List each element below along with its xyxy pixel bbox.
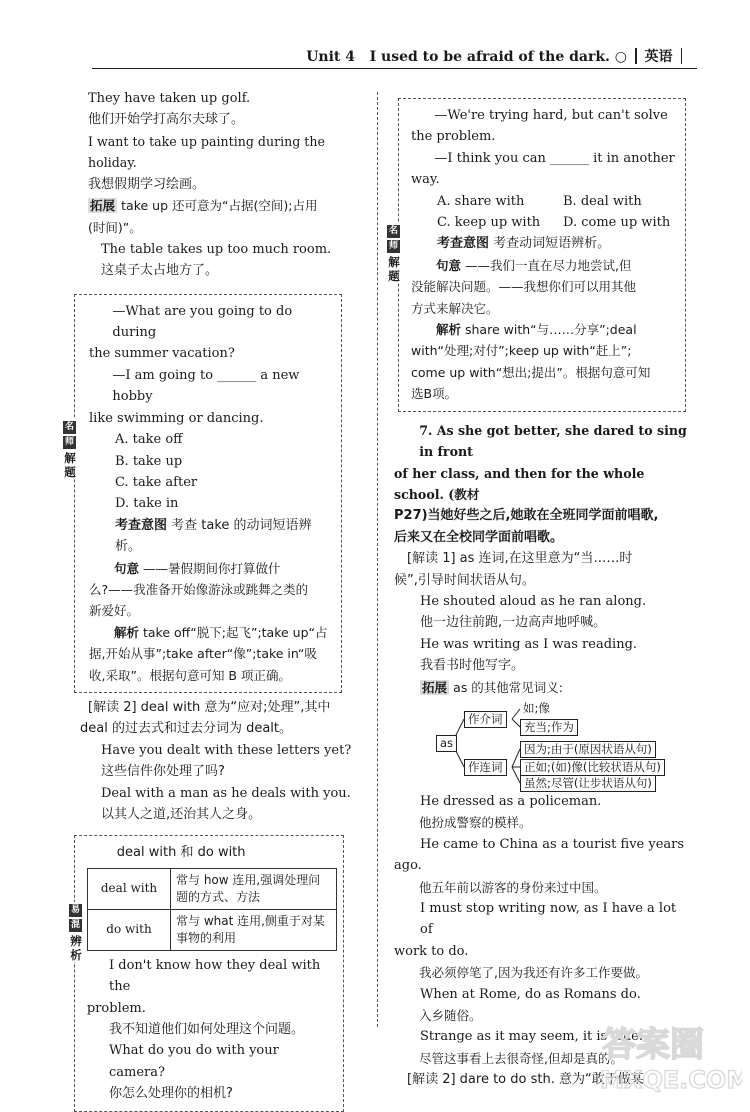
table-value: 常与 what 连用,侧重于对某事物的利用 [171,909,337,950]
option-a: A. share with [437,193,525,209]
example-en: They have taken up golf. [88,91,251,106]
example-en: He shouted aloud as he ran along. [420,593,647,609]
label-icon: 名 [64,421,74,432]
reading-1: [解读 1] as 连词,在这里意为“当……时 [407,551,633,567]
extension-note [394,677,690,699]
example-en: He was writing as I was reading. [420,636,638,652]
distinction-label: 易 混 辨 析 [69,902,83,962]
left-column [64,88,356,1112]
example-en: Deal with a man as he deals with you. [101,785,351,801]
analysis-line: come up with“想出;提出”。根据句意可知 [411,364,651,380]
question-line: —What are you going to do during [112,303,293,341]
option-b: B. take up [115,453,183,469]
reading-1-cont: 候”,引导时间状语从句。 [394,572,535,588]
meaning-line: 新爱好。 [89,603,140,619]
example-cn: 他们开始学打高尔夫球了。 [88,112,245,128]
options-row [411,191,677,212]
meaning-line: 没能解决问题。——我想你们可以用其他 [411,279,637,295]
options-row [411,212,677,233]
analysis-line: 解析 take off“脱下;起飞”;take up“占 [114,624,328,640]
question-line: —We're trying hard, but can't solve [434,108,668,123]
example-en: He dressed as a policeman. [420,793,602,809]
label-icon: 混 [70,920,80,931]
table-row [88,868,337,909]
example-cn: 他五年前以游客的身份来过中国。 [419,879,607,895]
watermark-text-2: MXQE.COM [600,1066,742,1094]
example-en: ago. [394,858,422,874]
sentence-7: P27)当她好些之后,她敢在全班同学面前唱歌, [394,508,659,524]
aim-line: 考查意图 考查 take 的动词短语辨析。 [115,517,312,555]
meaning-line: 句意 ——我们一直在尽力地尝试,但 [436,257,632,273]
diagram-conj-3: 虽然;尽管(让步状语从句) [520,775,656,792]
option-a: A. take off [115,432,183,448]
expert-solution-label: 名 师 解 题 [387,223,401,283]
column-divider [377,92,378,1027]
diagram-prep: 作介词 [464,711,507,728]
example-cn: 入乡随俗。 [419,1008,482,1024]
extension-tag: 拓展 [422,679,448,695]
extension-text: as 的其他常见词义: [453,679,564,695]
example-en: I want to take up painting during the holiday. [88,133,325,171]
unit-title: I used to be afraid of the dark. [369,49,610,65]
analysis-line: 据,开始从事”;take after“像”;take in“吸 [89,646,317,662]
extension-tag: 拓展 [90,198,116,214]
question-line: —I think you can ______ it in another [434,150,675,166]
label-icon: 易 [70,905,80,916]
diagram-conj: 作连词 [464,759,507,776]
subject-label: 英语 [644,49,673,65]
label-icon: 名 [388,226,398,236]
example-en: Have you dealt with these letters yet? [101,742,352,758]
example-cn: 尽管这事看上去很奇怪,但却是真的。 [419,1050,623,1066]
header-divider [635,48,637,64]
analysis-line: 解析 share with“与……分享”;deal [436,322,637,338]
sentence-7: 后来又在全校同学面前唱歌。 [394,529,564,545]
sentence-7: of her class, and then for the whole school. (教材 [394,465,645,502]
diagram-prep-1: 如;像 [520,701,553,716]
reading-2: [解读 2] dare to do sth. 意为“敢于做某 [407,1072,644,1088]
extension-text: take up 还可意为“占据(空间);占用 [121,198,318,214]
example-en: Strange as it may seem, it is true. [420,1029,643,1045]
extension-note [88,195,356,217]
example-en: I must stop writing now, as I have a lot of [420,901,677,938]
extension-text-cont: (时间)”。 [88,220,142,236]
distinction-title: deal with 和 do with [116,845,246,861]
example-en: What do you do with your camera? [109,1043,279,1080]
option-b: B. deal with [563,193,642,209]
question-line: way. [411,172,440,188]
question-line: —I am going to ______ a new hobby [112,367,300,405]
analysis-line: 收,采取”。根据句意可知 B 项正确。 [89,667,291,683]
example-cn: 你怎么处理你的相机? [109,1086,233,1102]
example-en: I don't know how they deal with the [109,957,321,995]
comparison-table [87,868,337,951]
example-en: The table takes up too much room. [101,241,332,257]
option-d: D. take in [115,496,179,512]
as-usage-diagram [394,700,694,790]
table-key: deal with [88,868,171,909]
header-text [306,46,690,66]
unit-label: Unit 4 [306,49,355,65]
example-cn: 我必须停笔了,因为我还有许多工作要做。 [419,965,648,981]
table-row [88,909,337,950]
reading-2: [解读 2] deal with 意为“应对;处理”,其中 [88,699,331,715]
option-c: C. keep up with [437,215,541,231]
example-cn: 他一边往前跑,一边高声地呼喊。 [420,615,607,631]
example-en: problem. [86,1000,146,1016]
table-key: do with [88,909,171,950]
expert-solution-label: 名 师 解 题 [63,419,77,479]
meaning-line: 句意 ——暑假期间你打算做什 [114,560,281,576]
example-cn: 他扮成警察的模样。 [419,815,532,831]
example-cn: 这桌子太占地方了。 [101,263,219,279]
header-divider-end [681,48,683,64]
example-en: work to do. [394,943,469,959]
page-header [0,0,750,74]
analysis-line: 选B项。 [411,386,458,402]
sentence-7: 7. As she got better, she dared to sing in front [419,422,687,460]
example-en: He came to China as a tourist five years [420,836,685,852]
example-en: When at Rome, do as Romans do. [420,986,641,1002]
distinction-box [70,835,344,1111]
diagram-prep-2: 充当;作为 [520,719,578,736]
label-icon: 师 [64,436,74,447]
question-line: the problem. [411,129,496,145]
example-cn: 我看书时他写字。 [420,658,525,674]
label-icon: 师 [388,241,398,251]
example-cn: 我想假期学习绘画。 [88,176,206,192]
example-cn: 我不知道他们如何处理这个问题。 [109,1022,305,1038]
diagram-root: as [436,735,457,752]
expert-solution-box [388,98,686,412]
aim-line: 考查意图 考查动词短语辨析。 [437,236,611,252]
analysis-line: with“处理;对付”;keep up with“赶上”; [411,343,632,359]
option-c: C. take after [115,474,198,490]
meaning-line: 方式来解决它。 [411,300,499,316]
diagram-conj-2: 正如;(如)像(比较状语从句) [520,759,665,776]
example-cn: 以其人之道,还治其人之身。 [101,807,262,822]
circle-icon: ○ [614,49,627,65]
option-d: D. come up with [563,215,671,231]
example-cn: 这些信件你处理了吗? [101,764,225,780]
meaning-line: 么?——我准备开始像游泳或跳舞之类的 [89,581,309,597]
table-value: 常与 how 连用,强调处理问题的方式、方法 [171,868,337,909]
reading-2-cont: deal 的过去式和过去分词为 dealt。 [80,721,293,737]
diagram-conj-1: 因为;由于(原因状语从句) [520,741,656,758]
question-line: like swimming or dancing. [89,410,264,426]
expert-solution-box [64,294,342,693]
watermark-text-1: 答案圈 [602,1025,704,1065]
right-column [388,98,690,1091]
question-line: the summer vacation? [89,346,235,362]
header-rule [92,68,697,69]
